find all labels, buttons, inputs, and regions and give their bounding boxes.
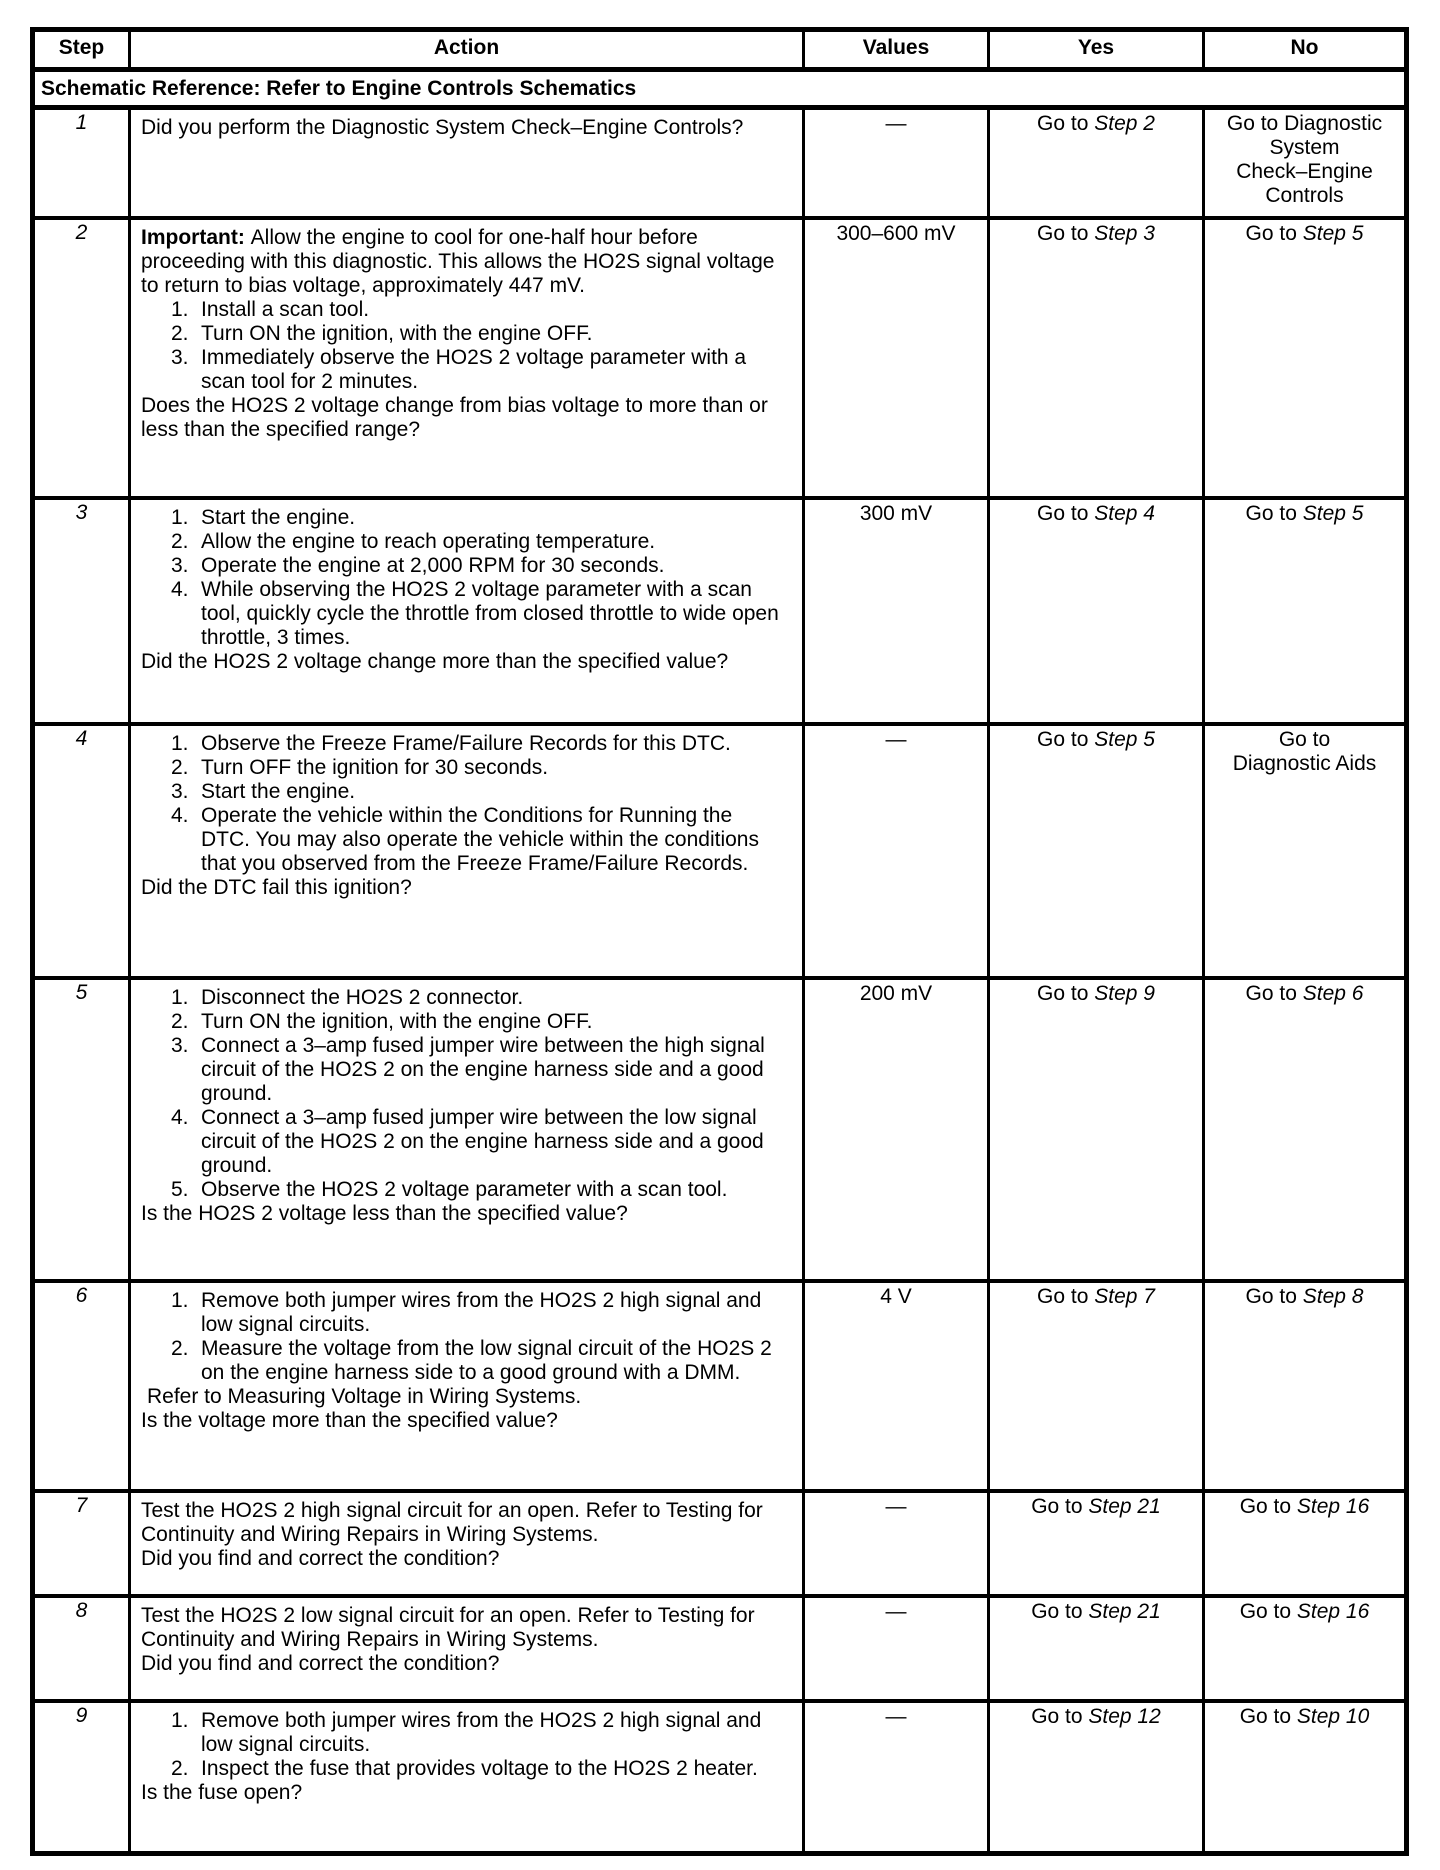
action-cell [130,108,804,219]
action-paragraph: Did you perform the Diagnostic System Check–Engine Controls? [141,116,744,139]
list-item-text: Operate the vehicle within the Conditions for Running the DTC. You may also operate the vehicle within the conditions that you observed from the Freeze Frame/Failure Records. [201,804,759,875]
action-cell [130,498,804,724]
step-number: 6 [33,1281,130,1491]
step-number: 5 [33,978,130,1281]
list-number: 3. [171,780,189,803]
action-cell [130,1281,804,1491]
values-cell: 200 mV [804,978,989,1281]
yes-cell: Go to Step 12 [989,1701,1204,1853]
table-row [33,1491,1407,1596]
yes-cell: Go to Step 2 [989,108,1204,219]
step-reference: Step 5 [1302,502,1364,525]
step-reference: Step 9 [1094,982,1155,1005]
table-row [33,724,1407,978]
action-paragraph: Test the HO2S 2 high signal circuit for an open. Refer to Testing for Continuity and Wiring Repairs in Wiring Systems. [141,1499,763,1546]
list-number: 2. [171,1337,189,1360]
yes-cell: Go to Step 21 [989,1491,1204,1596]
important-label: Important: [141,226,251,249]
step-reference: Step 21 [1088,1600,1161,1623]
step-number: 4 [33,724,130,978]
no-cell: Go to Step 10 [1204,1701,1407,1853]
list-number: 3. [171,346,189,369]
table-row [33,978,1407,1281]
list-item-text: Measure the voltage from the low signal circuit of the HO2S 2 on the engine harness side to a good ground with a DMM. [201,1337,772,1384]
list-number: 3. [171,1034,189,1057]
list-number: 2. [171,322,189,345]
action-cell [130,1701,804,1853]
no-cell: Go to Diagnostic Aids [1204,724,1407,978]
values-cell: 300 mV [804,498,989,724]
action-list-item [141,578,780,650]
action-list-item [141,1178,780,1202]
list-item-text: Remove both jumper wires from the HO2S 2 high signal and low signal circuits. [201,1709,762,1756]
step-number: 8 [33,1596,130,1701]
step-number: 9 [33,1701,130,1853]
table-row [33,108,1407,219]
column-header-yes: Yes [989,30,1204,70]
list-item-text: Turn OFF the ignition for 30 seconds. [201,756,549,779]
no-cell: Go to Step 5 [1204,498,1407,724]
action-list-item [141,1289,780,1337]
list-item-text: Inspect the fuse that provides voltage to the HO2S 2 heater. [201,1757,758,1780]
step-reference: Step 2 [1094,112,1155,135]
action-list-item [141,530,780,554]
table-header-row [33,30,1407,70]
list-item-text: Connect a 3–amp fused jumper wire between the high signal circuit of the HO2S 2 on the engine harness side and a good ground. [201,1034,765,1105]
table-row [33,218,1407,498]
column-header-action: Action [130,30,804,70]
list-item-text: Operate the engine at 2,000 RPM for 30 seconds. [201,554,665,577]
yes-cell: Go to Step 4 [989,498,1204,724]
list-item-text: Install a scan tool. [201,298,370,321]
step-reference: Step 4 [1094,502,1155,525]
list-number: 2. [171,756,189,779]
action-cell [130,1596,804,1701]
action-cell [130,978,804,1281]
step-reference: Step 5 [1094,728,1155,751]
action-paragraph: Refer to Measuring Voltage in Wiring Systems. [147,1385,582,1408]
no-cell: Go to Step 6 [1204,978,1407,1281]
yes-cell: Go to Step 5 [989,724,1204,978]
list-number: 5. [171,1178,189,1201]
step-reference: Step 7 [1094,1285,1155,1308]
action-list-item [141,298,780,322]
yes-cell: Go to Step 9 [989,978,1204,1281]
action-question: Is the voltage more than the specified value? [141,1409,558,1432]
action-list-item [141,322,780,346]
step-number: 3 [33,498,130,724]
action-list-item [141,1709,780,1757]
step-reference: Step 16 [1296,1495,1370,1518]
action-list-item [141,986,780,1010]
list-item-text: Start the engine. [201,506,356,529]
column-header-values: Values [804,30,989,70]
values-cell: — [804,1596,989,1701]
values-cell: — [804,724,989,978]
action-list-item [141,1757,780,1781]
list-item-text: While observing the HO2S 2 voltage parameter with a scan tool, quickly cycle the throttle from closed throttle to wide open throttle, 3 times. [201,578,779,649]
step-reference: Step 10 [1296,1705,1370,1728]
action-list-item [141,732,780,756]
list-number: 4. [171,804,189,827]
step-number: 1 [33,108,130,219]
list-number: 1. [171,986,189,1009]
list-item-text: Allow the engine to reach operating temperature. [201,530,656,553]
action-question: Did the HO2S 2 voltage change more than the specified value? [141,650,729,673]
action-cell [130,218,804,498]
table-row [33,1281,1407,1491]
step-reference: Step 5 [1302,222,1364,245]
action-list-item [141,506,780,530]
yes-cell: Go to Step 21 [989,1596,1204,1701]
no-cell: Go to Step 16 [1204,1596,1407,1701]
action-list-item [141,780,780,804]
values-cell: — [804,1701,989,1853]
action-list-item [141,1337,780,1385]
list-number: 4. [171,578,189,601]
schematic-reference-text: Schematic Reference: Refer to Engine Controls Schematics [33,70,1407,108]
list-item-text: Start the engine. [201,780,356,803]
action-question: Did you find and correct the condition? [141,1652,500,1675]
action-paragraph: Test the HO2S 2 low signal circuit for an open. Refer to Testing for Continuity and Wiring Repairs in Wiring Systems. [141,1604,755,1651]
action-list-item [141,756,780,780]
column-header-no: No [1204,30,1407,70]
step-reference: Step 8 [1302,1285,1364,1308]
column-header-step: Step [33,30,130,70]
step-number: 2 [33,218,130,498]
list-number: 1. [171,1709,189,1732]
list-item-text: Observe the Freeze Frame/Failure Records for this DTC. [201,732,731,755]
action-list-item [141,804,780,876]
action-cell [130,1491,804,1596]
values-cell: 300–600 mV [804,218,989,498]
list-number: 4. [171,1106,189,1129]
action-list-item [141,1034,780,1106]
diagnostic-table [30,27,1409,1856]
values-cell: — [804,108,989,219]
list-number: 3. [171,554,189,577]
step-reference: Step 6 [1302,982,1364,1005]
list-number: 2. [171,530,189,553]
action-cell [130,724,804,978]
list-number: 1. [171,1289,189,1312]
action-list-item [141,554,780,578]
schematic-reference-row [33,70,1407,108]
step-reference: Step 21 [1088,1495,1161,1518]
list-item-text: Disconnect the HO2S 2 connector. [201,986,524,1009]
table-row [33,1596,1407,1701]
list-number: 1. [171,506,189,529]
action-list-item [141,1010,780,1034]
step-reference: Step 16 [1296,1600,1370,1623]
list-item-text: Immediately observe the HO2S 2 voltage parameter with a scan tool for 2 minutes. [201,346,747,393]
list-number: 2. [171,1010,189,1033]
action-list-item [141,346,780,394]
list-number: 1. [171,298,189,321]
no-cell: Go to Step 16 [1204,1491,1407,1596]
action-question: Did you find and correct the condition? [141,1547,500,1570]
list-item-text: Remove both jumper wires from the HO2S 2 high signal and low signal circuits. [201,1289,762,1336]
values-cell: 4 V [804,1281,989,1491]
step-number: 7 [33,1491,130,1596]
list-item-text: Connect a 3–amp fused jumper wire between the low signal circuit of the HO2S 2 on the engine harness side and a good ground. [201,1106,764,1177]
list-item-text: Observe the HO2S 2 voltage parameter with a scan tool. [201,1178,728,1201]
no-cell: Go to Step 5 [1204,218,1407,498]
action-question: Did the DTC fail this ignition? [141,876,412,899]
table-row [33,1701,1407,1853]
action-question: Is the fuse open? [141,1781,303,1804]
values-cell: — [804,1491,989,1596]
list-number: 2. [171,1757,189,1780]
list-item-text: Turn ON the ignition, with the engine OFF. [201,1010,593,1033]
no-cell: Go to Diagnostic System Check–Engine Controls [1204,108,1407,219]
yes-cell: Go to Step 7 [989,1281,1204,1491]
action-paragraph: Important: Allow the engine to cool for one-half hour before proceeding with this diagnostic. This allows the HO2S signal voltage to return to bias voltage, approximately 447 mV. [141,226,775,297]
action-list-item [141,1106,780,1178]
step-reference: Step 12 [1088,1705,1161,1728]
list-item-text: Turn ON the ignition, with the engine OFF. [201,322,593,345]
action-question: Is the HO2S 2 voltage less than the specified value? [141,1202,628,1225]
table-row [33,498,1407,724]
step-reference: Step 3 [1094,222,1155,245]
list-number: 1. [171,732,189,755]
no-cell: Go to Step 8 [1204,1281,1407,1491]
action-question: Does the HO2S 2 voltage change from bias voltage to more than or less than the specified range? [141,394,768,441]
yes-cell: Go to Step 3 [989,218,1204,498]
